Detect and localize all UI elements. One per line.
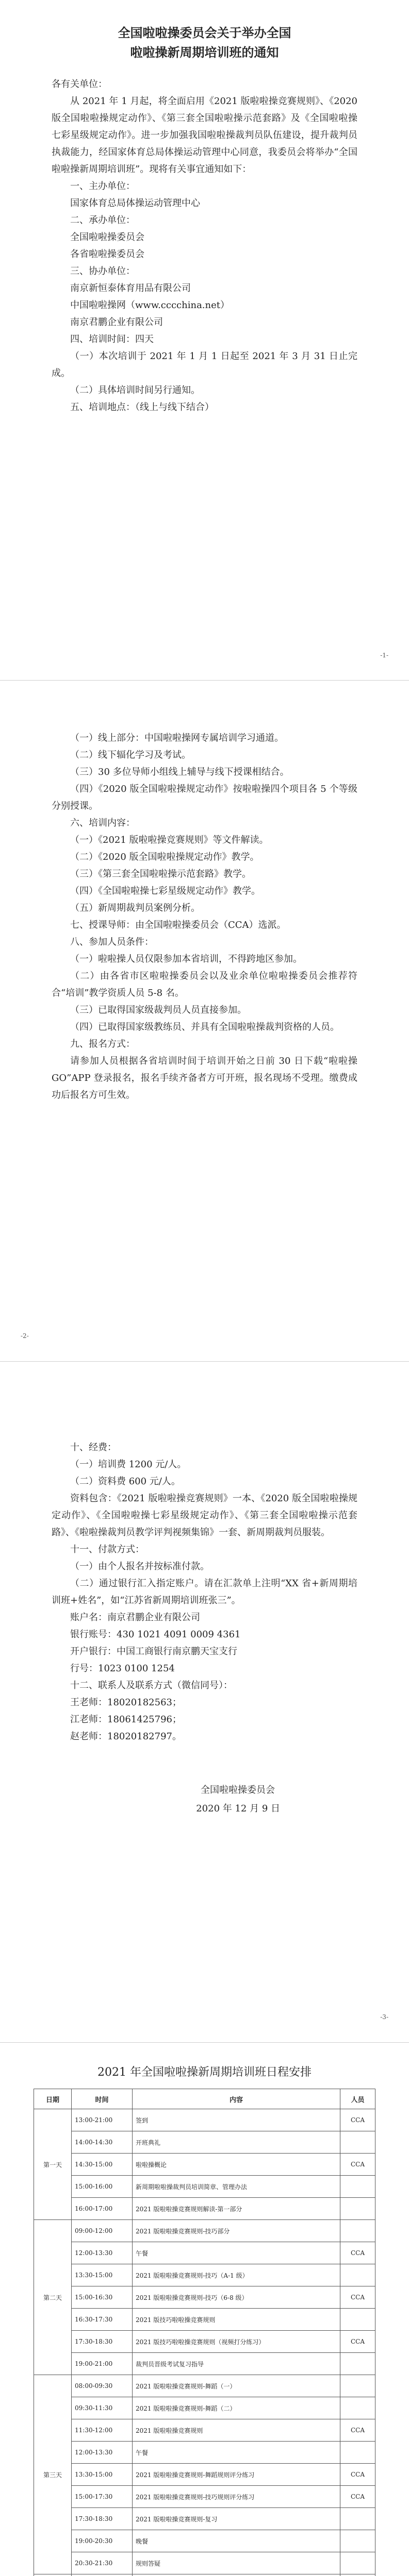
schedule-title: 2021 年全国啦啦操新周期培训班日程安排: [97, 2066, 312, 2079]
schedule-time-cell: 20:30-21:30: [72, 2552, 133, 2574]
schedule-content-cell: 2021 版啦啦操竞赛规则-舞蹈规则评分练习: [133, 2464, 340, 2486]
schedule-content-cell: 午餐: [133, 2242, 340, 2264]
schedule-people-cell: CCA: [340, 2419, 375, 2442]
intro-paragraph: 从 2021 年 1 月起，将全面启用《2021 版啦啦操竞赛规则》、《2020 版全国啦啦操规定动作》、《第三套全国啦啦操示范套路》及《全国啦啦操七彩星级规定动作》。进一步加强我国啦啦操裁判员队伍建设，提升裁判员执裁能力，经国家体育总局体操运动管理中心同意，我委员会将举办“全国啦啦操新周期培训班”。现将有关事宜通知如下：: [52, 96, 357, 175]
schedule-time-cell: 14:00-14:30: [72, 2131, 133, 2154]
schedule-time-cell: 16:30-17:30: [72, 2309, 133, 2331]
schedule-people-cell: CCA: [340, 2464, 375, 2486]
table-row: [34, 2176, 375, 2198]
table-row: [34, 2486, 375, 2508]
schedule-time-cell: 12:00-13:30: [72, 2442, 133, 2464]
sec8-line: （二）由各省市区啦啦操委员会以及业余单位啦啦操委员会推荐符合“培训”教学资质人员 5-8 名。: [52, 971, 357, 998]
sec6-line: （二）《2020 版全国啦啦操规定动作》教学。: [70, 852, 259, 862]
table-row: [34, 2109, 375, 2131]
schedule-time-cell: 15:00-17:30: [72, 2486, 133, 2508]
schedule-day-cell: 第一天: [34, 2109, 72, 2220]
sec10-title: 十、经费：: [70, 1442, 117, 1453]
sec1-body: 国家体育总局体操运动管理中心: [70, 198, 200, 209]
schedule-time-cell: 09:30-11:30: [72, 2397, 133, 2419]
schedule-time-cell: 15:00-16:00: [72, 2176, 133, 2198]
contact-line: 江老师：18061425796；: [70, 1714, 182, 1725]
sec8-title: 八、参加人员条件：: [70, 937, 154, 947]
sec9-body: 请参加人员根据各省培训时间于培训开始之日前 30 日下载“啦啦操 GO”APP 登录报名，报名手续齐备者方可开班，报名现场不受理。缴费成功后报名方可生效。: [52, 1056, 357, 1100]
schedule-content-cell: 规则答疑: [133, 2552, 340, 2574]
sec3-title: 三、协办单位：: [70, 266, 135, 277]
schedule-time-cell: 13:00-21:00: [72, 2109, 133, 2131]
schedule-header-row: [34, 2089, 375, 2109]
table-row: [34, 2508, 375, 2530]
table-row: [34, 2198, 375, 2220]
schedule-people-cell: [340, 2309, 375, 2331]
schedule-content-cell: 啦啦操概论: [133, 2154, 340, 2176]
schedule-day-cell: [34, 2574, 72, 2576]
schedule-time-cell: 19:00-21:00: [72, 2353, 133, 2375]
schedule-content-cell: [133, 2574, 340, 2576]
schedule-time-cell: 13:30-15:00: [72, 2264, 133, 2286]
schedule-time-cell: 17:30-18:30: [72, 2508, 133, 2530]
sec2-line: 各省啦啦操委员会: [70, 249, 144, 260]
table-row: [34, 2220, 375, 2242]
notice-title-line1: 全国啦啦操委员会关于举办全国: [118, 25, 291, 40]
contact-line: 王老师：18020182563；: [70, 1697, 182, 1708]
schedule-people-cell: CCA: [340, 2109, 375, 2131]
bank-line: 账户名：南京君鹏企业有限公司: [70, 1612, 200, 1623]
signature-date: 2020 年 12 月 9 日: [196, 1803, 280, 1814]
header-people: 人员: [340, 2089, 375, 2109]
schedule-people-cell: CCA: [340, 2242, 375, 2264]
sec4-title: 四、培训时间：四天: [70, 334, 154, 345]
table-row: [34, 2242, 375, 2264]
sec3-line: 南京新恒泰体育用品有限公司: [70, 283, 191, 294]
table-row: [34, 2331, 375, 2353]
schedule-day-cell: 第二天: [34, 2220, 72, 2375]
header-date: 日期: [34, 2089, 72, 2109]
schedule-content-cell: 2021 版啦啦操竞赛规则-复习: [133, 2508, 340, 2530]
sec9-title: 九、报名方式：: [70, 1039, 135, 1049]
contact-line: 赵老师：18020182797。: [70, 1731, 182, 1742]
schedule-time-cell: 19:00-20:30: [72, 2530, 133, 2552]
table-row: [34, 2552, 375, 2574]
schedule-people-cell: CCA: [340, 2486, 375, 2508]
table-row: [34, 2419, 375, 2442]
schedule-content-cell: 裁判员晋级考试复习指导: [133, 2353, 340, 2375]
schedule-time-cell: 14:30-15:00: [72, 2154, 133, 2176]
header-content: 内容: [133, 2089, 340, 2109]
schedule-people-cell: [340, 2220, 375, 2242]
bank-line: 行号：1023 0100 1254: [70, 1663, 175, 1674]
sec11-line: （一）由个人报名并按标准付款。: [70, 1561, 209, 1572]
sec4-line: （一）本次培训于 2021 年 1 月 1 日起至 2021 年 3 月 31 日止完成。: [52, 351, 357, 379]
schedule-people-cell: [340, 2198, 375, 2220]
sec11-title: 十一、付款方式：: [70, 1544, 144, 1555]
sec7-line: 七、授课导师：由全国啦啦操委员会（CCA）选派。: [70, 920, 286, 930]
schedule-time-cell: 08:00-09:30: [72, 2375, 133, 2397]
notice-title-line2: 啦啦操新周期培训班的通知: [130, 45, 279, 60]
page-4-schedule: [0, 2043, 409, 2576]
sec11-line: （二）通过银行汇入指定账户。请在汇款单上注明“XX 省+新周期培训班+姓名”，如“江苏省新周期培训班张三”。: [52, 1578, 357, 1606]
schedule-time-cell: 15:00-16:30: [72, 2286, 133, 2309]
schedule-people-cell: [340, 2176, 375, 2198]
page-1: [0, 0, 409, 680]
schedule-time-cell: 17:30-18:30: [72, 2331, 133, 2353]
schedule-content-cell: 签到: [133, 2109, 340, 2131]
bank-line: 银行账号：430 1021 4091 0009 4361: [70, 1629, 241, 1640]
schedule-content-cell: 2021 版啦啦操竞赛规则-技巧（A-1 级）: [133, 2264, 340, 2286]
table-row: [34, 2530, 375, 2552]
schedule-time-cell: [72, 2574, 133, 2576]
schedule-content-cell: 2021 版啦啦操竞赛规则-技巧规则评分练习: [133, 2486, 340, 2508]
sec6-title: 六、培训内容：: [70, 818, 135, 828]
schedule-content-cell: 晚餐: [133, 2530, 340, 2552]
table-row: [34, 2574, 375, 2576]
salutation: 各有关单位：: [52, 79, 107, 90]
schedule-people-cell: [340, 2375, 375, 2397]
schedule-people-cell: [340, 2353, 375, 2375]
sec8-line: （四）已取得国家级教练员、并具有全国啦啦操裁判资格的人员。: [70, 1022, 339, 1032]
schedule-time-cell: 11:30-12:00: [72, 2419, 133, 2442]
page-number: -2-: [21, 1332, 29, 1340]
sec5-line: （一）线上部分：中国啦啦操网专属培训学习通道。: [70, 733, 284, 743]
schedule-content-cell: 开班典礼: [133, 2131, 340, 2154]
sec3-line: 中国啦啦操网（www.cccchina.net）: [70, 300, 230, 311]
table-row: [34, 2264, 375, 2286]
schedule-time-cell: 12:00-13:30: [72, 2242, 133, 2264]
page-3: [0, 1362, 409, 2042]
sec8-line: （一）啦啦操人员仅限参加本省培训，不得跨地区参加。: [70, 954, 302, 964]
schedule-people-cell: CCA: [340, 2154, 375, 2176]
schedule-people-cell: CCA: [340, 2331, 375, 2353]
sec5-line: （三）30 多位导师小组线上辅导与线下授课相结合。: [70, 767, 289, 777]
schedule-content-cell: 2021 版啦啦操竞赛规则-舞蹈（二）: [133, 2397, 340, 2419]
schedule-people-cell: [340, 2131, 375, 2154]
schedule-people-cell: [340, 2397, 375, 2419]
schedule-content-cell: 2021 版啦啦操竞赛规则-技巧（6-8 级）: [133, 2286, 340, 2309]
schedule-content-cell: 新周期啦啦操裁判员培训简章、管理办法: [133, 2176, 340, 2198]
table-row: [34, 2464, 375, 2486]
sec6-line: （三）《第三套全国啦啦操示范套路》教学。: [70, 869, 251, 879]
schedule-people-cell: [340, 2508, 375, 2530]
schedule-time-cell: 09:00-12:00: [72, 2220, 133, 2242]
schedule-people-cell: CCA: [340, 2286, 375, 2309]
sec10-line: （一）培训费 1200 元/人。: [70, 1459, 187, 1470]
sec6-line: （五）新周期裁判员案例分析。: [70, 903, 200, 913]
schedule-people-cell: [340, 2264, 375, 2286]
sec10-body: 资料包含：《2021 版啦啦操竞赛规则》一本、《2020 版全国啦啦操规定动作》、《全国啦啦操七彩星级规定动作》、《第三套全国啦啦操示范套路》、《啦啦操裁判员教学评判视频集锦》一套、新周期裁判员服装。: [52, 1493, 357, 1538]
table-row: [34, 2353, 375, 2375]
page-number: -3-: [380, 2013, 388, 2021]
sec5-line: （四）《2020 版全国啦啦操规定动作》按啦啦操四个项目各 5 个等级分别授课。: [52, 784, 357, 811]
schedule-table: [34, 2089, 375, 2576]
sec3-line: 南京君鹏企业有限公司: [70, 317, 163, 328]
schedule-people-cell: [340, 2442, 375, 2464]
schedule-content-cell: 2021 版啦啦操竞赛规则: [133, 2419, 340, 2442]
sec1-title: 一、主办单位：: [70, 181, 135, 192]
table-row: [34, 2375, 375, 2397]
schedule-content-cell: 2021 版啦啦操竞赛规则-舞蹈（一）: [133, 2375, 340, 2397]
signature: 全国啦啦操委员会: [201, 1785, 275, 1795]
table-row: [34, 2131, 375, 2154]
sec4-line: （二）具体培训时间另行通知。: [70, 385, 200, 396]
bank-line: 开户银行：中国工商银行南京鹏天宝支行: [70, 1646, 237, 1657]
schedule-people-cell: [340, 2530, 375, 2552]
sec2-title: 二、承办单位：: [70, 215, 135, 226]
schedule-people-cell: [340, 2552, 375, 2574]
schedule-content-cell: 2021 版技巧啦啦操竞赛规则: [133, 2309, 340, 2331]
sec10-line: （二）资料费 600 元/人。: [70, 1476, 181, 1487]
sec5-line: （二）线下辐化学习及考试。: [70, 750, 191, 760]
schedule-content-cell: 2021 版技巧啦啦操竞赛规则（视频打分练习）: [133, 2331, 340, 2353]
sec5-title: 五、培训地点：（线上与线下结合）: [70, 402, 214, 413]
table-row: [34, 2154, 375, 2176]
table-row: [34, 2309, 375, 2331]
table-row: [34, 2286, 375, 2309]
header-time: 时间: [72, 2089, 133, 2109]
schedule-content-cell: 2021 版啦啦操竞赛规则-技巧部分: [133, 2220, 340, 2242]
table-row: [34, 2442, 375, 2464]
table-row: [34, 2397, 375, 2419]
sec6-line: （一）《2021 版啦啦操竞赛规则》等文件解读。: [70, 835, 269, 845]
schedule-day-cell: 第三天: [34, 2375, 72, 2574]
sec2-line: 全国啦啦操委员会: [70, 232, 144, 243]
schedule-time-cell: 16:00-17:00: [72, 2198, 133, 2220]
schedule-time-cell: 13:30-15:00: [72, 2464, 133, 2486]
sec6-line: （四）《全国啦啦操七彩星级规定动作》教学。: [70, 886, 260, 896]
page-2: [0, 681, 409, 1361]
schedule-content-cell: 2021 版啦啦操竞赛规则解读-第一部分: [133, 2198, 340, 2220]
schedule-content-cell: 午餐: [133, 2442, 340, 2464]
sec12-title: 十二、联系人及联系方式（微信同号）：: [70, 1680, 233, 1691]
schedule-people-cell: [340, 2574, 375, 2576]
sec8-line: （三）已取得国家级裁判员人员直接参加。: [70, 1005, 247, 1015]
page-number: -1-: [380, 652, 388, 659]
